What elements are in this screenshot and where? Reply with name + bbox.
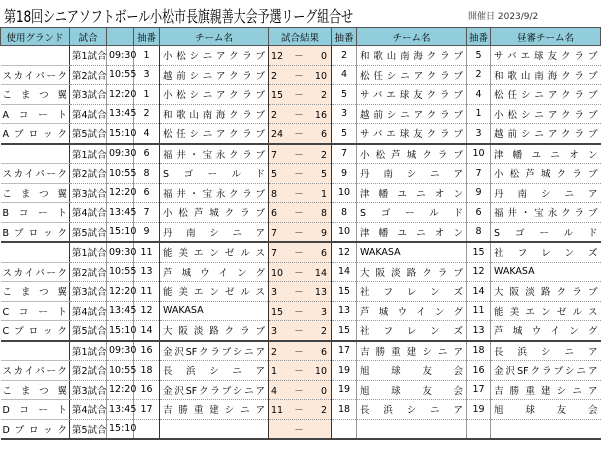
team-name: 社フレンズ	[357, 282, 467, 302]
game-number: 第3試合	[70, 282, 107, 302]
draw-number: 4	[134, 124, 160, 144]
draw-number: 15	[467, 242, 491, 262]
start-time: 13:45	[107, 203, 134, 223]
match-result	[269, 124, 332, 144]
ground-label	[1, 242, 70, 262]
score-dash: －	[294, 405, 304, 417]
draw-number: 2	[467, 65, 491, 85]
referee-team-name: Sゴールド	[491, 222, 601, 242]
table-row	[1, 419, 601, 439]
draw-number: 7	[134, 203, 160, 223]
draw-number: 4	[467, 85, 491, 105]
score-away: 16	[314, 109, 327, 121]
draw-number: 16	[134, 341, 160, 361]
referee-team-name: 長浜シニア	[491, 341, 601, 361]
referee-team-name	[491, 419, 601, 439]
draw-number: 1	[134, 46, 160, 66]
score-home: 1	[271, 366, 278, 378]
start-time: 12:20	[107, 183, 134, 203]
team-name	[160, 419, 269, 439]
team-name: Sゴールド	[160, 164, 269, 184]
game-number: 第2試合	[70, 65, 107, 85]
score-home: 4	[271, 385, 278, 397]
draw-number: 4	[332, 65, 357, 85]
team-name: 長浜シニア	[160, 361, 269, 381]
team-name: 松任シニアクラブ	[160, 124, 269, 144]
match-result	[269, 104, 332, 124]
draw-number	[467, 419, 491, 439]
referee-team-name: WAKASA	[491, 262, 601, 282]
team-name: 丹南シニア	[357, 164, 467, 184]
draw-number: 8	[134, 164, 160, 184]
score-dash: －	[294, 248, 304, 260]
match-result	[269, 341, 332, 361]
score-dash: －	[294, 90, 304, 102]
start-time: 10:55	[107, 164, 134, 184]
table-row	[1, 183, 601, 203]
referee-team-name: 旭球友会	[491, 400, 601, 420]
draw-number: 19	[467, 400, 491, 420]
team-name: 芦城ウイング	[160, 262, 269, 282]
score-dash: －	[294, 424, 304, 436]
game-number: 第1試合	[70, 242, 107, 262]
referee-team-name: 金沢SFクラブシニア	[491, 361, 601, 381]
draw-number: 5	[467, 46, 491, 66]
table-row	[1, 282, 601, 302]
score-home: 2	[271, 109, 278, 121]
draw-number: 7	[332, 144, 357, 164]
team-name: 社フレンズ	[357, 321, 467, 341]
match-result	[269, 301, 332, 321]
referee-team-name: 芦城ウイング	[491, 321, 601, 341]
ground-label: こまつ翼	[1, 85, 70, 105]
game-number: 第5試合	[70, 419, 107, 439]
referee-team-name: 小松シニアクラブ	[491, 104, 601, 124]
score-away: 1	[320, 188, 327, 200]
score-dash: －	[294, 306, 304, 318]
team-name: 丹南シニア	[160, 222, 269, 242]
game-number: 第2試合	[70, 361, 107, 381]
referee-team-name: 大阪淡路クラブ	[491, 282, 601, 302]
score-dash: －	[294, 169, 304, 181]
header-draw-3: 抽番	[467, 28, 491, 46]
draw-number	[332, 419, 357, 439]
table-row	[1, 65, 601, 85]
team-name: Sゴールド	[357, 203, 467, 223]
draw-number: 3	[134, 65, 160, 85]
game-number: 第2試合	[70, 164, 107, 184]
team-name: 越前シニアクラブ	[357, 104, 467, 124]
score-away: 2	[320, 326, 327, 338]
draw-number: 12	[332, 242, 357, 262]
start-time: 12:20	[107, 380, 134, 400]
score-home: 3	[271, 287, 278, 299]
start-time: 09:30	[107, 341, 134, 361]
referee-team-name: 丹南シニア	[491, 183, 601, 203]
draw-number: 11	[134, 282, 160, 302]
score-dash: －	[294, 366, 304, 378]
draw-number: 10	[467, 144, 491, 164]
score-home: 6	[271, 208, 278, 220]
score-home: 7	[271, 149, 278, 161]
match-result	[269, 183, 332, 203]
score-dash: －	[294, 70, 304, 82]
draw-number: 19	[332, 380, 357, 400]
score-away: 13	[314, 287, 327, 299]
team-name: 福井・宝永クラブ	[160, 183, 269, 203]
team-name: 和歌山南海クラブ	[160, 104, 269, 124]
game-number: 第1試合	[70, 144, 107, 164]
score-dash: －	[294, 287, 304, 299]
table-row	[1, 222, 601, 242]
team-name: 吉勝重建シニア	[357, 341, 467, 361]
table-row	[1, 380, 601, 400]
game-number: 第1試合	[70, 341, 107, 361]
game-number: 第4試合	[70, 104, 107, 124]
start-time: 13:45	[107, 301, 134, 321]
score-away: 10	[314, 70, 327, 82]
team-name: 大阪淡路クラブ	[160, 321, 269, 341]
table-row	[1, 164, 601, 184]
game-number: 第4試合	[70, 400, 107, 420]
draw-number: 5	[332, 124, 357, 144]
draw-number: 2	[332, 46, 357, 66]
draw-number: 6	[134, 144, 160, 164]
team-name: サバエ球友クラブ	[357, 124, 467, 144]
match-result	[269, 380, 332, 400]
team-name: 大阪淡路クラブ	[357, 262, 467, 282]
match-result	[269, 361, 332, 381]
team-name: 小松シニアクラブ	[160, 85, 269, 105]
team-name: WAKASA	[357, 242, 467, 262]
start-time: 12:20	[107, 85, 134, 105]
match-result	[269, 321, 332, 341]
referee-team-name: 松任シニアクラブ	[491, 85, 601, 105]
draw-number: 18	[467, 341, 491, 361]
score-dash: －	[294, 51, 304, 63]
team-name: 和歌山南海クラブ	[357, 46, 467, 66]
header-row	[1, 28, 601, 46]
ground-label: Cブロック	[1, 321, 70, 341]
referee-team-name: 能美エンゼルス	[491, 301, 601, 321]
ground-label: Dコート	[1, 400, 70, 420]
table-row	[1, 361, 601, 381]
draw-number: 17	[134, 400, 160, 420]
draw-number: 9	[467, 183, 491, 203]
table-row	[1, 262, 601, 282]
game-number: 第3試合	[70, 183, 107, 203]
draw-number: 3	[467, 124, 491, 144]
ground-label	[1, 144, 70, 164]
score-home: 3	[271, 326, 278, 338]
draw-number: 19	[332, 361, 357, 381]
draw-number: 18	[332, 400, 357, 420]
draw-number: 10	[332, 183, 357, 203]
score-dash: －	[294, 208, 304, 220]
start-time: 09:30	[107, 46, 134, 66]
referee-team-name: 和歌山南海クラブ	[491, 65, 601, 85]
match-result	[269, 242, 332, 262]
match-result	[269, 222, 332, 242]
match-result	[269, 400, 332, 420]
score-dash: －	[294, 129, 304, 141]
team-name: 金沢SFクラブシニア	[160, 341, 269, 361]
score-home: 7	[271, 227, 278, 239]
match-result	[269, 46, 332, 66]
game-number: 第1試合	[70, 46, 107, 66]
start-time: 10:55	[107, 65, 134, 85]
ground-label: Dブロック	[1, 419, 70, 439]
game-number: 第4試合	[70, 301, 107, 321]
ground-label: Aブロック	[1, 124, 70, 144]
ground-label: スカイパーク	[1, 262, 70, 282]
match-result	[269, 85, 332, 105]
start-time: 10:55	[107, 361, 134, 381]
match-result	[269, 144, 332, 164]
start-time: 15:10	[107, 124, 134, 144]
page-title: 第18回シニアソフトボール小松市長旗親善大会予選リーグ組合せ	[4, 7, 353, 26]
header-draw-2: 抽番	[332, 28, 357, 46]
draw-number: 10	[332, 222, 357, 242]
draw-number: 3	[332, 104, 357, 124]
score-home: 2	[271, 70, 278, 82]
game-number: 第3試合	[70, 85, 107, 105]
header-result: 試合結果	[269, 28, 332, 46]
referee-team-name: サバエ球友クラブ	[491, 46, 601, 66]
score-home: 5	[271, 169, 278, 181]
draw-number: 2	[134, 104, 160, 124]
draw-number: 14	[332, 262, 357, 282]
score-away: 10	[314, 366, 327, 378]
schedule-table	[0, 27, 601, 440]
team-name: 能美エンゼルス	[160, 242, 269, 262]
header-time	[107, 28, 134, 46]
draw-number: 13	[134, 262, 160, 282]
score-dash: －	[294, 346, 304, 358]
ground-label	[1, 341, 70, 361]
draw-number: 13	[467, 321, 491, 341]
score-away: 3	[320, 306, 327, 318]
draw-number: 14	[467, 282, 491, 302]
draw-number: 12	[467, 262, 491, 282]
team-name: 吉勝重建シニア	[160, 400, 269, 420]
ground-label: スカイパーク	[1, 164, 70, 184]
draw-number: 11	[467, 301, 491, 321]
header-ground: 使用グランド	[1, 28, 70, 46]
event-date: 開催日 2023/9/2	[468, 12, 539, 22]
draw-number: 1	[467, 104, 491, 124]
score-home: 2	[271, 346, 278, 358]
draw-number: 15	[332, 321, 357, 341]
team-name: 小松シニアクラブ	[160, 46, 269, 66]
score-home: 15	[271, 306, 284, 318]
start-time: 09:30	[107, 242, 134, 262]
team-name: 長浜シニア	[357, 400, 467, 420]
draw-number: 14	[134, 321, 160, 341]
game-number: 第5試合	[70, 124, 107, 144]
score-dash: －	[294, 385, 304, 397]
score-home: 10	[271, 267, 284, 279]
score-dash: －	[294, 227, 304, 239]
referee-team-name: 社フレンズ	[491, 242, 601, 262]
referee-team-name: 越前シニアクラブ	[491, 124, 601, 144]
team-name: 芦城ウイング	[357, 301, 467, 321]
match-result	[269, 65, 332, 85]
match-result	[269, 164, 332, 184]
score-away: 8	[320, 208, 327, 220]
team-name: 旭球友会	[357, 361, 467, 381]
team-name: 小松芦城クラブ	[357, 144, 467, 164]
score-away: 6	[320, 129, 327, 141]
table-row	[1, 144, 601, 164]
table-row	[1, 321, 601, 341]
ground-label: Bコート	[1, 203, 70, 223]
draw-number: 8	[332, 203, 357, 223]
game-number: 第2試合	[70, 262, 107, 282]
draw-number: 17	[332, 341, 357, 361]
team-name	[357, 419, 467, 439]
score-dash: －	[294, 188, 304, 200]
draw-number: 7	[467, 164, 491, 184]
draw-number: 18	[134, 361, 160, 381]
score-dash: －	[294, 326, 304, 338]
score-dash: －	[294, 267, 304, 279]
team-name: WAKASA	[160, 301, 269, 321]
draw-number: 8	[467, 222, 491, 242]
draw-number: 11	[134, 242, 160, 262]
score-away: 6	[320, 346, 327, 358]
draw-number: 6	[467, 203, 491, 223]
ground-label: こまつ翼	[1, 282, 70, 302]
draw-number: 9	[134, 222, 160, 242]
score-home: 7	[271, 248, 278, 260]
ground-label: スカイパーク	[1, 65, 70, 85]
draw-number: 12	[134, 301, 160, 321]
score-home: 24	[271, 129, 284, 141]
team-name: 能美エンゼルス	[160, 282, 269, 302]
draw-number: 15	[332, 282, 357, 302]
draw-number: 13	[332, 301, 357, 321]
team-name: 小松芦城クラブ	[160, 203, 269, 223]
team-name: 津幡ユニオン	[357, 222, 467, 242]
team-name: サバエ球友クラブ	[357, 85, 467, 105]
draw-number: 5	[332, 85, 357, 105]
score-dash: －	[294, 149, 304, 161]
score-away: 5	[320, 169, 327, 181]
header-game: 試合	[70, 28, 107, 46]
game-number: 第5試合	[70, 222, 107, 242]
ground-label: スカイパーク	[1, 361, 70, 381]
start-time: 09:30	[107, 144, 134, 164]
draw-number	[134, 419, 160, 439]
ground-label: Bブロック	[1, 222, 70, 242]
score-away: 2	[320, 405, 327, 417]
table-row	[1, 85, 601, 105]
table-row	[1, 124, 601, 144]
ground-label: Aコート	[1, 104, 70, 124]
draw-number: 17	[467, 380, 491, 400]
table-row	[1, 341, 601, 361]
team-name: 金沢SFクラブシニア	[160, 380, 269, 400]
score-away: 2	[320, 149, 327, 161]
header-draw: 抽番	[134, 28, 160, 46]
score-away: 9	[320, 227, 327, 239]
game-number: 第5試合	[70, 321, 107, 341]
referee-team-name: 福井・宝永クラブ	[491, 203, 601, 223]
start-time: 15:10	[107, 222, 134, 242]
header-referee-team: 昼審チーム名	[491, 28, 601, 46]
score-away: 14	[314, 267, 327, 279]
match-result	[269, 203, 332, 223]
match-result	[269, 282, 332, 302]
team-name: 松任シニアクラブ	[357, 65, 467, 85]
draw-number: 16	[134, 380, 160, 400]
ground-label	[1, 46, 70, 66]
score-home: 8	[271, 188, 278, 200]
score-home: 11	[271, 405, 284, 417]
start-time: 12:20	[107, 282, 134, 302]
ground-label: こまつ翼	[1, 183, 70, 203]
score-home: 12	[271, 51, 284, 63]
score-away: 0	[320, 385, 327, 397]
team-name: 越前シニアクラブ	[160, 65, 269, 85]
score-away: 2	[320, 90, 327, 102]
draw-number: 6	[134, 183, 160, 203]
table-row	[1, 242, 601, 262]
referee-team-name: 吉勝重建シニア	[491, 380, 601, 400]
start-time: 10:55	[107, 262, 134, 282]
score-home: 15	[271, 90, 284, 102]
draw-number: 9	[332, 164, 357, 184]
score-away: 0	[320, 51, 327, 63]
match-result	[269, 419, 332, 439]
score-away: 6	[320, 248, 327, 260]
team-name: 旭球友会	[357, 380, 467, 400]
ground-label: こまつ翼	[1, 380, 70, 400]
game-number: 第3試合	[70, 380, 107, 400]
start-time: 13:45	[107, 104, 134, 124]
ground-label: Cコート	[1, 301, 70, 321]
match-result	[269, 262, 332, 282]
draw-number: 16	[467, 361, 491, 381]
start-time: 15:10	[107, 419, 134, 439]
table-row	[1, 203, 601, 223]
table-row	[1, 46, 601, 66]
team-name: 福井・宝永クラブ	[160, 144, 269, 164]
referee-team-name: 津幡ユニオン	[491, 144, 601, 164]
draw-number: 1	[134, 85, 160, 105]
team-name: 津幡ユニオン	[357, 183, 467, 203]
header-team: チーム名	[160, 28, 269, 46]
table-row	[1, 104, 601, 124]
start-time: 13:45	[107, 400, 134, 420]
table-row	[1, 301, 601, 321]
game-number: 第4試合	[70, 203, 107, 223]
header-team-2: チーム名	[357, 28, 467, 46]
start-time: 15:10	[107, 321, 134, 341]
table-row	[1, 400, 601, 420]
score-dash: －	[294, 109, 304, 121]
referee-team-name: 小松芦城クラブ	[491, 164, 601, 184]
